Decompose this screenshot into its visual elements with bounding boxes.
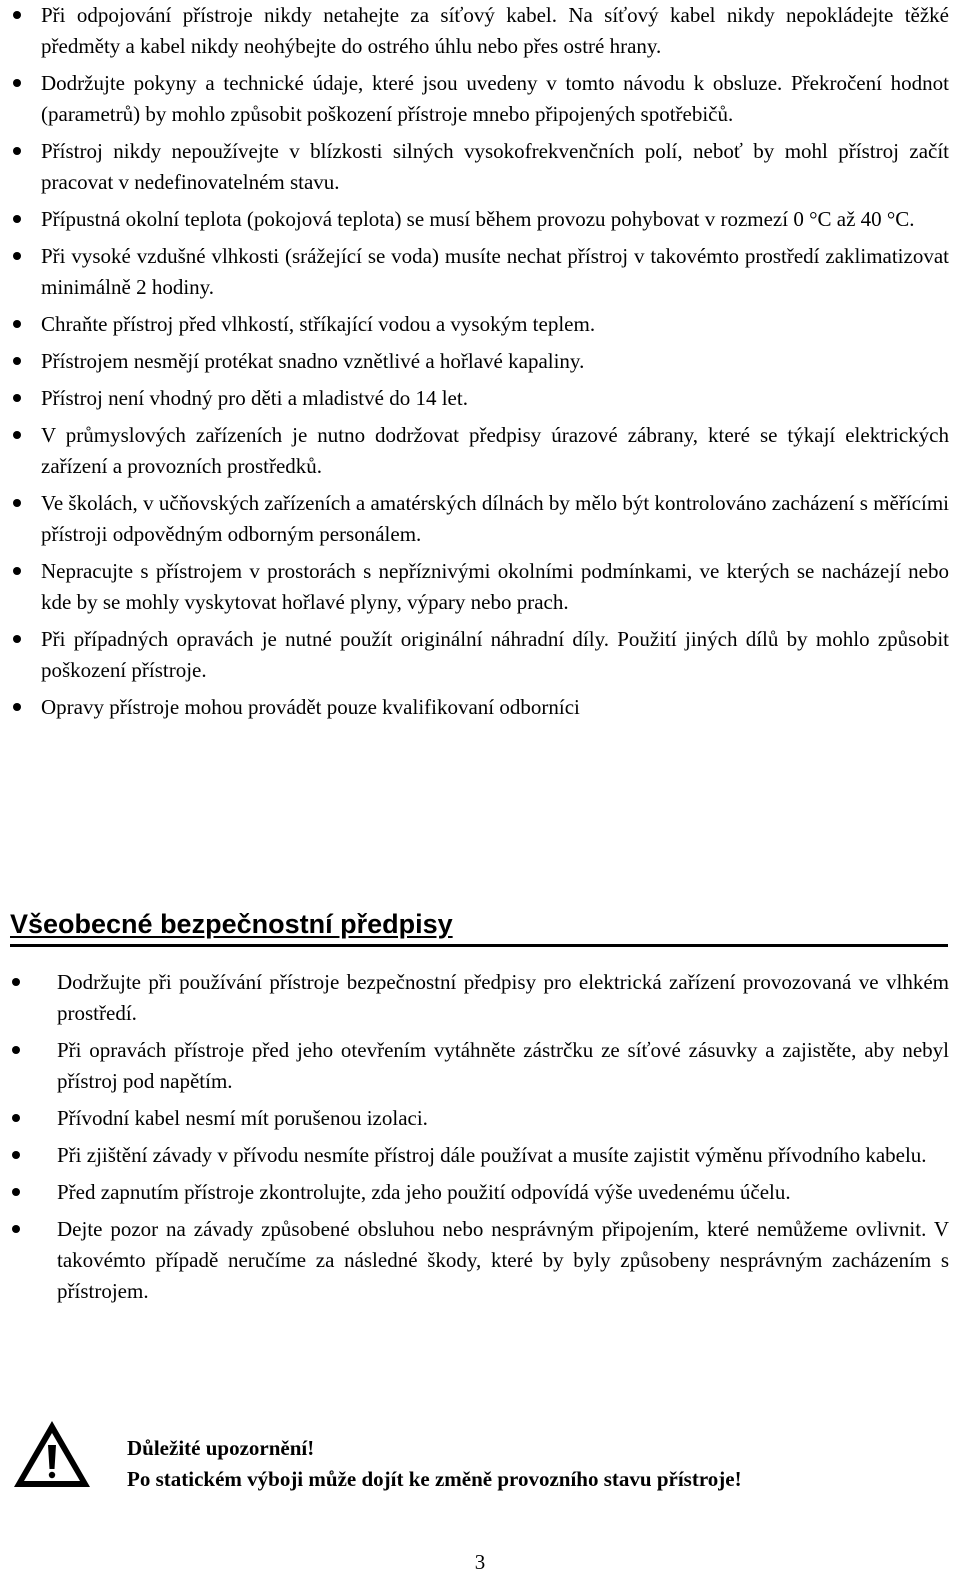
- list-item: Při vysoké vzdušné vlhkosti (srážející se voda) musíte nechat přístroj v takovémto prostředí zaklimatizovat minimálně 2 hodiny.: [41, 241, 949, 303]
- list-item: Dejte pozor na závady způsobené obsluhou nebo nesprávným připojením, které nemůžeme ovlivnit. V takovémto případě neručíme za následné škody, které by byly způsobeny nesprávným zacházením s přístrojem.: [57, 1214, 949, 1307]
- list-item: Nepracujte s přístrojem v prostorách s nepříznivými okolními podmínkami, ve kterých se nacházejí nebo kde by se mohly vyskytovat hořlavé plyny, výpary nebo prach.: [41, 556, 949, 618]
- list-item: Dodržujte při používání přístroje bezpečnostní předpisy pro elektrická zařízení provozovaná ve vlhkém prostředí.: [57, 967, 949, 1029]
- bullet-icon: [13, 252, 21, 260]
- safety-list-2: [57, 967, 949, 1313]
- list-item: Ve školách, v učňovských zařízeních a amatérských dílnách by mělo být kontrolováno zacházení s měřícími přístroji odpovědným odborným personálem.: [41, 488, 949, 550]
- list-item: Při zjištění závady v přívodu nesmíte přístroj dále používat a musíte zajistit výměnu přívodního kabelu.: [57, 1140, 949, 1171]
- bullet-icon: [13, 320, 21, 328]
- bullet-icon: [12, 1046, 20, 1054]
- list-item: Před zapnutím přístroje zkontrolujte, zda jeho použití odpovídá výše uvedenému účelu.: [57, 1177, 949, 1208]
- bullet-icon: [12, 1114, 20, 1122]
- list-item: Při odpojování přístroje nikdy netahejte za síťový kabel. Na síťový kabel nikdy nepokládejte těžké předměty a kabel nikdy neohýbejte do ostrého úhlu nebo přes ostré hrany.: [41, 0, 949, 62]
- safety-list-1: [41, 0, 949, 729]
- warning-text: Po statickém výboji může dojít ke změně provozního stavu přístroje!: [127, 1467, 742, 1491]
- list-item: Chraňte přístroj před vlhkostí, stříkající vodou a vysokým teplem.: [41, 309, 949, 340]
- list-item: Dodržujte pokyny a technické údaje, které jsou uvedeny v tomto návodu k obsluze. Překročení hodnot (parametrů) by mohlo způsobit poškození přístroje mnebo připojených spotřebičů.: [41, 68, 949, 130]
- list-item: Přístroj není vhodný pro děti a mladistvé do 14 let.: [41, 383, 949, 414]
- section-heading: [10, 906, 948, 947]
- list-item: Přívodní kabel nesmí mít porušenou izolaci.: [57, 1103, 949, 1134]
- warning-title: Důležité upozornění!: [127, 1436, 315, 1460]
- page-number: 3: [474, 1550, 486, 1574]
- bullet-icon: [13, 635, 21, 643]
- bullet-icon: [13, 394, 21, 402]
- list-item: Opravy přístroje mohou provádět pouze kvalifikovaní odborníci: [41, 692, 949, 723]
- list-item: Při případných opravách je nutné použít originální náhradní díly. Použití jiných dílů by mohlo způsobit poškození přístroje.: [41, 624, 949, 686]
- bullet-icon: [12, 1225, 20, 1233]
- bullet-icon: [12, 978, 20, 986]
- list-item: Přístroj nikdy nepoužívejte v blízkosti silných vysokofrekvenčních polí, neboť by mohl přístroj začít pracovat v nedefinovatelném stavu.: [41, 136, 949, 198]
- list-item: Přípustná okolní teplota (pokojová teplota) se musí během provozu pohybovat v rozmezí 0 °C až 40 °C.: [41, 204, 949, 235]
- bullet-icon: [13, 703, 21, 711]
- bullet-icon: [13, 79, 21, 87]
- list-item: Při opravách přístroje před jeho otevřením vytáhněte zástrčku ze síťové zásuvky a zajistěte, aby nebyl přístroj pod napětím.: [57, 1035, 949, 1097]
- bullet-icon: [12, 1188, 20, 1196]
- list-item: V průmyslových zařízeních je nutno dodržovat předpisy úrazové zábrany, které se týkají elektrických zařízení a provozních prostředků.: [41, 420, 949, 482]
- bullet-icon: [13, 567, 21, 575]
- bullet-icon: [12, 1151, 20, 1159]
- bullet-icon: [13, 499, 21, 507]
- section-heading-text: Všeobecné bezpečnostní předpisy: [10, 909, 453, 939]
- warning-triangle-icon: [10, 1415, 94, 1491]
- bullet-icon: [13, 215, 21, 223]
- list-item: Přístrojem nesmějí protékat snadno vznětlivé a hořlavé kapaliny.: [41, 346, 949, 377]
- bullet-icon: [13, 11, 21, 19]
- bullet-icon: [13, 147, 21, 155]
- bullet-icon: [13, 431, 21, 439]
- bullet-icon: [13, 357, 21, 365]
- warning-note: [127, 1433, 947, 1495]
